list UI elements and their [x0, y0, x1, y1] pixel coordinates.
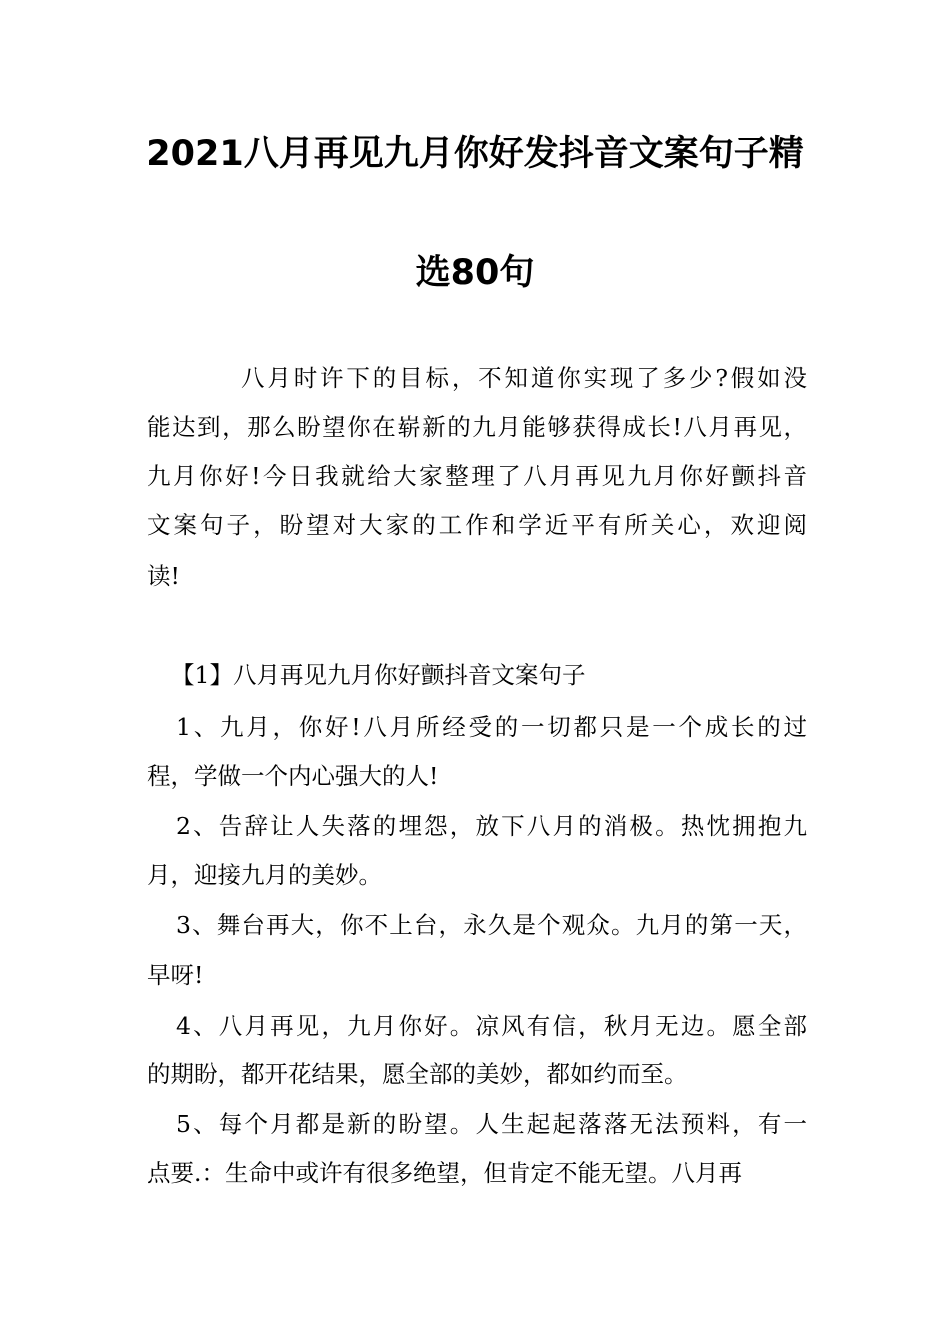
- list-item-line: 早呀!: [147, 961, 204, 989]
- document-title-line-2: 选80句: [415, 253, 535, 293]
- list-item-line: 2、告辞让人失落的埋怨，放下八月的消极。热忱拥抱九: [176, 812, 807, 840]
- list-item-line: 4、八月再见，九月你好。凉风有信，秋月无边。愿全部: [176, 1012, 807, 1040]
- list-item-line: 程，学做一个内心强大的人!: [147, 762, 439, 790]
- list-item-line: 的期盼，都开花结果，愿全部的美妙，都如约而至。: [147, 1060, 688, 1088]
- intro-line: 八月时许下的目标，不知道你实现了多少?假如没: [241, 364, 807, 392]
- list-item-line: 5、每个月都是新的盼望。人生起起落落无法预料，有一: [176, 1110, 807, 1138]
- list-item-line: 点要.：生命中或许有很多绝望，但肯定不能无望。八月再: [147, 1159, 742, 1187]
- intro-line: 文案句子，盼望对大家的工作和学近平有所关心，欢迎阅: [147, 511, 807, 539]
- intro-line: 九月你好!今日我就给大家整理了八月再见九月你好颤抖音: [147, 462, 807, 490]
- intro-line: 读!: [147, 562, 180, 590]
- section-heading: 【1】八月再见九月你好颤抖音文案句子: [171, 661, 586, 689]
- document-title-line-1: 2021八月再见九月你好发抖音文案句子精: [146, 134, 804, 174]
- list-item-line: 月，迎接九月的美妙。: [147, 861, 382, 889]
- list-item-line: 3、舞台再大，你不上台，永久是个观众。九月的第一天，: [176, 911, 807, 939]
- list-item-line: 1、九月，你好!八月所经受的一切都只是一个成长的过: [176, 713, 807, 741]
- intro-line: 能达到，那么盼望你在崭新的九月能够获得成长!八月再见，: [147, 413, 807, 441]
